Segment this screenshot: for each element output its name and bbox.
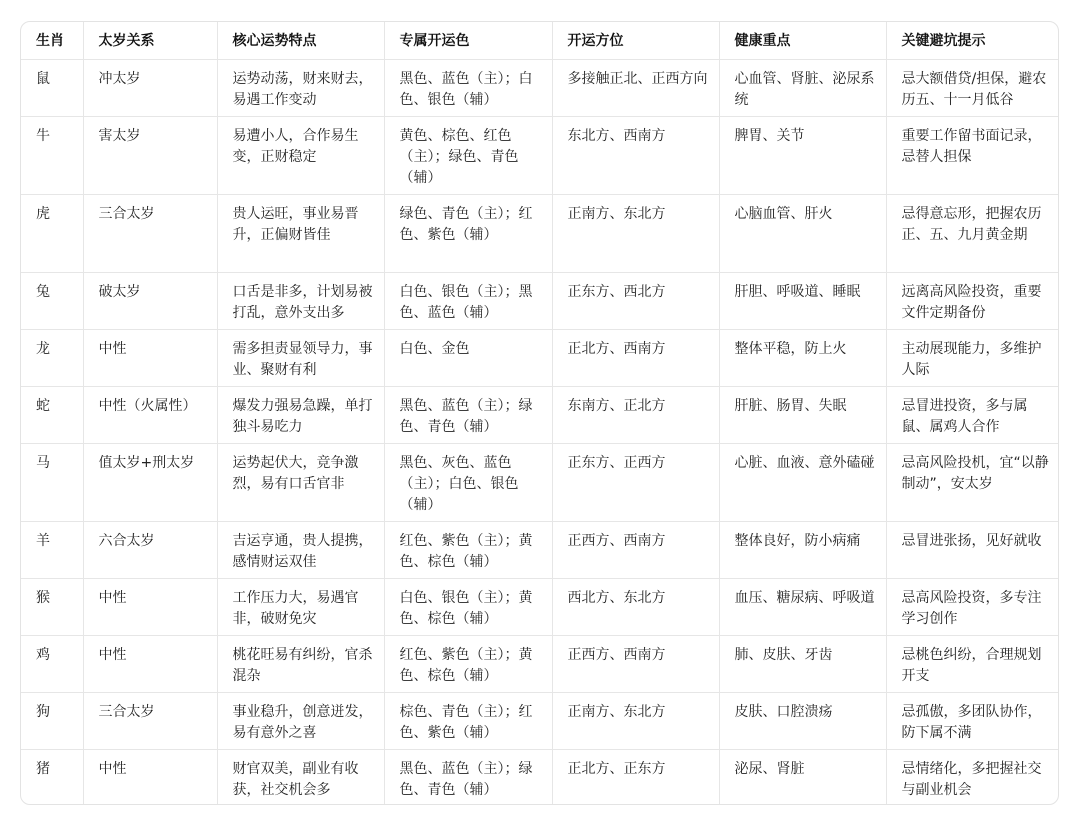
cell-core-fortune: 运势动荡，财来财去，易遇工作变动: [217, 59, 384, 116]
cell-health-focus: 血压、糖尿病、呼吸道: [719, 578, 886, 635]
cell-lucky-direction: 正南方、东北方: [552, 194, 719, 272]
cell-pitfall-tips: 忌孤傲，多团队协作，防下属不满: [886, 692, 1059, 749]
cell-zodiac: 马: [21, 443, 83, 521]
header-core-fortune: 核心运势特点: [217, 22, 384, 59]
cell-lucky-direction: 正北方、西南方: [552, 329, 719, 386]
cell-lucky-color: 红色、紫色（主）；黄色、棕色（辅）: [384, 521, 552, 578]
cell-lucky-direction: 正东方、西北方: [552, 272, 719, 329]
cell-lucky-direction: 多接触正北、正西方向: [552, 59, 719, 116]
cell-zodiac: 兔: [21, 272, 83, 329]
cell-core-fortune: 吉运亨通，贵人提携，感情财运双佳: [217, 521, 384, 578]
zodiac-fortune-table: [21, 22, 1059, 805]
cell-lucky-direction: 西北方、东北方: [552, 578, 719, 635]
cell-pitfall-tips: 忌冒进张扬，见好就收: [886, 521, 1059, 578]
table-row: [21, 635, 1059, 692]
cell-core-fortune: 贵人运旺，事业易晋升，正偏财皆佳: [217, 194, 384, 272]
cell-core-fortune: 财官双美，副业有收获，社交机会多: [217, 749, 384, 805]
cell-health-focus: 心脏、血液、意外磕碰: [719, 443, 886, 521]
cell-taisui-relation: 中性: [83, 329, 217, 386]
zodiac-fortune-table-container: [20, 21, 1059, 805]
cell-health-focus: 泌尿、肾脏: [719, 749, 886, 805]
header-health-focus: 健康重点: [719, 22, 886, 59]
cell-zodiac: 狗: [21, 692, 83, 749]
cell-zodiac: 牛: [21, 116, 83, 194]
cell-core-fortune: 爆发力强易急躁，单打独斗易吃力: [217, 386, 384, 443]
cell-taisui-relation: 冲太岁: [83, 59, 217, 116]
cell-health-focus: 整体良好，防小病痛: [719, 521, 886, 578]
cell-zodiac: 龙: [21, 329, 83, 386]
cell-lucky-direction: 正东方、正西方: [552, 443, 719, 521]
cell-lucky-direction: 正西方、西南方: [552, 635, 719, 692]
cell-zodiac: 羊: [21, 521, 83, 578]
table-row: [21, 521, 1059, 578]
cell-lucky-color: 红色、紫色（主）；黄色、棕色（辅）: [384, 635, 552, 692]
cell-zodiac: 猴: [21, 578, 83, 635]
table-row: [21, 194, 1059, 272]
cell-core-fortune: 口舌是非多，计划易被打乱，意外支出多: [217, 272, 384, 329]
table-row: [21, 749, 1059, 805]
cell-pitfall-tips: 忌情绪化，多把握社交与副业机会: [901, 760, 1042, 798]
cell-lucky-color: 黑色、灰色、蓝色（主）；白色、银色（辅）: [384, 443, 552, 521]
cell-health-focus: 皮肤、口腔溃疡: [719, 692, 886, 749]
cell-health-focus: 肝脏、肠胃、失眠: [719, 386, 886, 443]
cell-health-focus: 整体平稳，防上火: [719, 329, 886, 386]
cell-pitfall-tips: 远离高风险投资，重要文件定期备份: [886, 272, 1059, 329]
cell-taisui-relation: 中性（火属性）: [83, 386, 217, 443]
cell-taisui-relation: 六合太岁: [83, 521, 217, 578]
cell-lucky-color: 白色、金色: [384, 329, 552, 386]
cell-pitfall-tips: 忌桃色纠纷，合理规划开支: [886, 635, 1059, 692]
cell-taisui-relation: 中性: [83, 749, 217, 805]
cell-core-fortune: 事业稳升，创意迸发，易有意外之喜: [217, 692, 384, 749]
cell-lucky-color: 白色、银色（主）；黑色、蓝色（辅）: [384, 272, 552, 329]
cell-lucky-color: 绿色、青色（主）；红色、紫色（辅）: [384, 194, 552, 272]
header-lucky-direction: 开运方位: [552, 22, 719, 59]
cell-taisui-relation: 中性: [83, 635, 217, 692]
cell-core-fortune: 运势起伏大，竞争激烈，易有口舌官非: [217, 443, 384, 521]
table-row: [21, 59, 1059, 116]
header-lucky-color: 专属开运色: [384, 22, 552, 59]
header-taisui-relation: 太岁关系: [83, 22, 217, 59]
cell-lucky-color: 黑色、蓝色（主）；白色、银色（辅）: [384, 59, 552, 116]
cell-taisui-relation: 害太岁: [83, 116, 217, 194]
cell-health-focus: 脾胃、关节: [719, 116, 886, 194]
cell-pitfall-tips: 忌得意忘形，把握农历正、五、九月黄金期: [886, 194, 1059, 272]
cell-health-focus: 心脑血管、肝火: [719, 194, 886, 272]
cell-pitfall-tips: 忌大额借贷/担保，避农历五、十一月低谷: [886, 59, 1059, 116]
cell-lucky-color: 棕色、青色（主）；红色、紫色（辅）: [384, 692, 552, 749]
header-zodiac: 生肖: [21, 22, 83, 59]
cell-lucky-direction: 东北方、西南方: [552, 116, 719, 194]
cell-zodiac: 蛇: [21, 386, 83, 443]
cell-lucky-direction: 东南方、正北方: [552, 386, 719, 443]
cell-core-fortune: 易遭小人，合作易生变，正财稳定: [217, 116, 384, 194]
cell-taisui-relation: 三合太岁: [83, 692, 217, 749]
cell-lucky-direction: 正南方、东北方: [552, 692, 719, 749]
cell-taisui-relation: 值太岁+刑太岁: [83, 443, 217, 521]
cell-lucky-color: 白色、银色（主）；黄色、棕色（辅）: [384, 578, 552, 635]
cell-zodiac: 虎: [21, 194, 83, 272]
table-row: [21, 272, 1059, 329]
cell-zodiac: 猪: [21, 749, 83, 805]
cell-lucky-color: 黄色、棕色、红色（主）；绿色、青色（辅）: [384, 116, 552, 194]
cell-core-fortune: 桃花旺易有纠纷，官杀混杂: [217, 635, 384, 692]
cell-taisui-relation: 中性: [83, 578, 217, 635]
cell-lucky-direction: 正北方、正东方: [552, 749, 719, 805]
table-row: [21, 329, 1059, 386]
cell-taisui-relation: 三合太岁: [83, 194, 217, 272]
cell-taisui-relation: 破太岁: [83, 272, 217, 329]
cell-zodiac: 鼠: [21, 59, 83, 116]
cell-pitfall-tips: 忌高风险投机，宜“以静制动”，安太岁: [886, 443, 1059, 521]
cell-pitfall-tips: 忌高风险投资，多专注学习创作: [886, 578, 1059, 635]
cell-lucky-direction: 正西方、西南方: [552, 521, 719, 578]
cell-pitfall-tips: 忌冒进投资，多与属鼠、属鸡人合作: [886, 386, 1059, 443]
cell-lucky-color: 黑色、蓝色（主）；绿色、青色（辅）: [384, 749, 552, 805]
cell-zodiac: 鸡: [21, 635, 83, 692]
cell-core-fortune: 工作压力大，易遇官非，破财免灾: [217, 578, 384, 635]
cell-pitfall-tips: 主动展现能力，多维护人际: [886, 329, 1059, 386]
table-row: [21, 692, 1059, 749]
table-row: [21, 386, 1059, 443]
cell-core-fortune: 需多担责显领导力，事业、聚财有利: [217, 329, 384, 386]
cell-pitfall-tips: 重要工作留书面记录，忌替人担保: [886, 116, 1059, 194]
table-row: [21, 578, 1059, 635]
table-row: [21, 116, 1059, 194]
cell-health-focus: 肺、皮肤、牙齿: [719, 635, 886, 692]
table-row: [21, 443, 1059, 521]
table-header-row: [21, 22, 1059, 59]
header-pitfall-tips: 关键避坑提示: [886, 22, 1059, 59]
cell-health-focus: 心血管、肾脏、泌尿系统: [719, 59, 886, 116]
cell-health-focus: 肝胆、呼吸道、睡眠: [719, 272, 886, 329]
cell-lucky-color: 黑色、蓝色（主）；绿色、青色（辅）: [384, 386, 552, 443]
